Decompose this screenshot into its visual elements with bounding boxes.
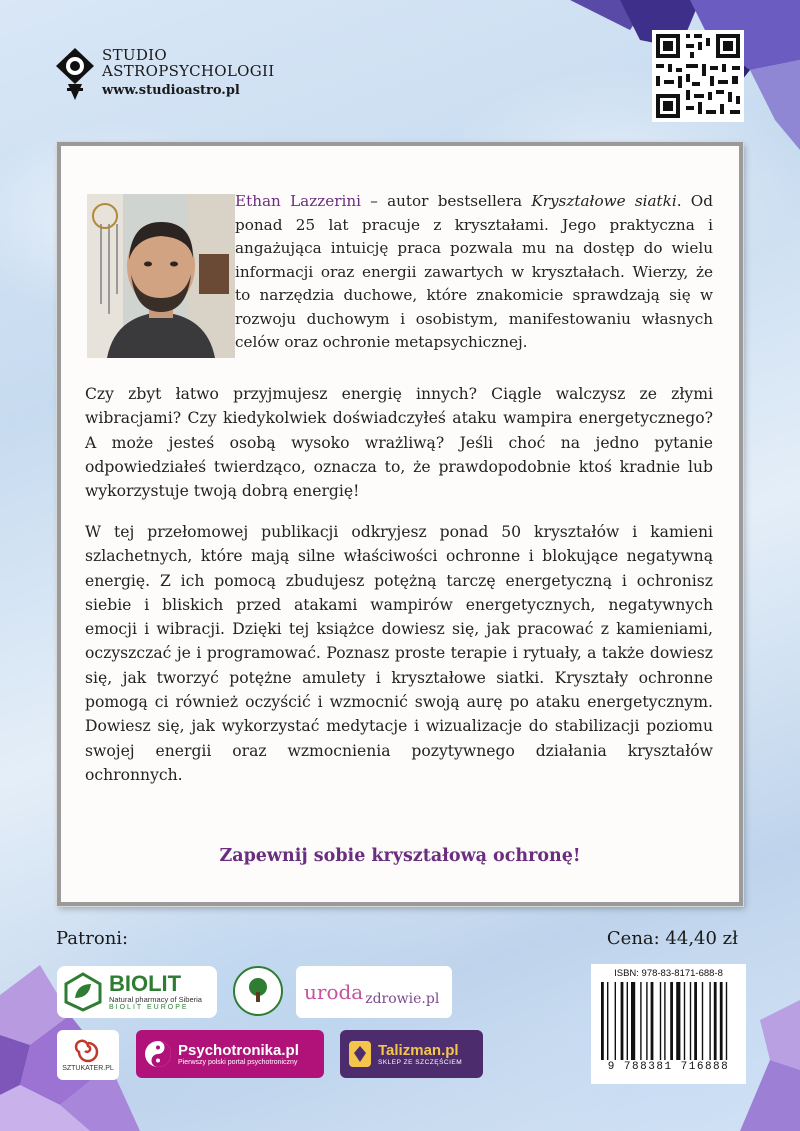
- sponsor-biolit[interactable]: [57, 966, 217, 1018]
- author-bio: [235, 190, 713, 355]
- tagline: Zapewnij sobie kryształową ochronę!: [219, 846, 581, 866]
- amethyst-crystal-bottom-right: [740, 1000, 800, 1131]
- sztukater-label: SZTUKATER.PL: [62, 1064, 114, 1072]
- price-label: Cena: 44,40 zł: [606, 928, 738, 949]
- tree-seal-icon: [243, 976, 273, 1006]
- barcode-bars: [597, 982, 740, 1060]
- sponsor-uroda-zdrowie[interactable]: [296, 966, 452, 1018]
- sponsor-talizman[interactable]: [340, 1030, 483, 1078]
- publisher-url[interactable]: www.studioastro.pl: [102, 82, 240, 98]
- patrons-label: Patroni:: [56, 928, 129, 949]
- publisher-emblem-icon: [56, 48, 94, 100]
- bio-text-a: – autor bestsellera: [360, 192, 532, 210]
- description-paragraph-1: Czy zbyt łatwo przyjmujesz energię innych? Ciągle walczysz ze złymi wibracjami? Czy kiedykolwiek doświadczyłeś ataku wampira energetycznego? A może jesteś osobą wysoko wrażliwą? Jeśli choć na jedno pytanie odpowiedziałeś twierdząco, oznacza to, że prawdopodobnie ktoś kradnie lub wykorzystuje twoją dobrą energię!: [85, 385, 713, 501]
- isbn-text: ISBN: 978-83-8171-688-8: [614, 968, 723, 979]
- sponsor-psychotronika[interactable]: [136, 1030, 324, 1078]
- psychotronika-tagline: Pierwszy polski portal psychotroniczny: [178, 1059, 298, 1066]
- barcode-number: 9 788381 716888: [607, 1061, 730, 1073]
- sponsor-sztukater[interactable]: [57, 1030, 119, 1080]
- bio-text-b: . Od ponad 25 lat pracuje z kryształami. Jego praktyczna i angażująca intuicję praca pozwala mu na dostęp do wielu informacji oraz energii zawartych w kryształach. Wierzy, że to narzędzia duchowe, które znakomicie sprawdzają się w rozwoju duchowym i osobistym, manifestowaniu własnych celów oraz ochronie metapsychicznej.: [235, 192, 713, 351]
- yin-yang-icon: [144, 1040, 172, 1068]
- isbn-barcode: [591, 964, 746, 1084]
- talizman-tagline: SKLEP ZE SZCZĘŚCIEM: [378, 1059, 463, 1066]
- psychotronika-name: Psychotronika.pl: [178, 1042, 299, 1059]
- publisher-name-line2: ASTROPSYCHOLOGII: [102, 61, 275, 80]
- author-photo: [87, 194, 235, 358]
- sponsor-seal-logo[interactable]: [233, 966, 283, 1016]
- sztukater-snail-icon: [73, 1039, 103, 1065]
- description-panel: [57, 142, 743, 906]
- talizman-icon: [348, 1040, 372, 1068]
- biolit-tagline: Natural pharmacy of Siberia: [109, 995, 202, 1004]
- book-title: Kryształowe siatki: [531, 192, 677, 210]
- publisher-name-line1: STUDIO: [102, 46, 167, 64]
- qr-code[interactable]: [652, 30, 744, 122]
- biolit-name: BIOLIT: [109, 971, 182, 996]
- talizman-name: Talizman.pl: [378, 1042, 459, 1059]
- biolit-europe: BIOLIT EUROPE: [109, 1004, 189, 1011]
- publisher-logo[interactable]: [56, 48, 274, 100]
- author-name: Ethan Lazzerini: [235, 192, 361, 210]
- biolit-leaf-icon: [63, 972, 103, 1012]
- description-paragraph-2: W tej przełomowej publikacji odkryjesz ponad 50 kryształów i kamieni szlachetnych, które mają silne właściwości ochronne i blokujące negatywną energię. Z ich pomocą zbudujesz potężną tarczę energetyczną i ochronisz siebie i bliskich przed atakami wampirów energetycznych, negatywnych emocji i wibracji. Dzięki tej książce dowiesz się, jak pracować z kamieniami, oczyszczać je i programować. Poznasz proste terapie i rytuały, a także dowiesz się, jak tworzyć potężne amulety i kryształowe siatki. Kryształy ochronne pomogą ci również oczyścić i wzmocnić swoją aurę po ataku energetycznym. Dowiesz się, jak wykorzystać medytacje i wizualizacje do stabilizacji poziomu swojej energii oraz wzmocnienia pozytywnego działania kryształów ochronnych.: [85, 523, 713, 784]
- uroda-text: uroda: [304, 980, 364, 1004]
- zdrowie-text: zdrowie.pl: [365, 991, 440, 1007]
